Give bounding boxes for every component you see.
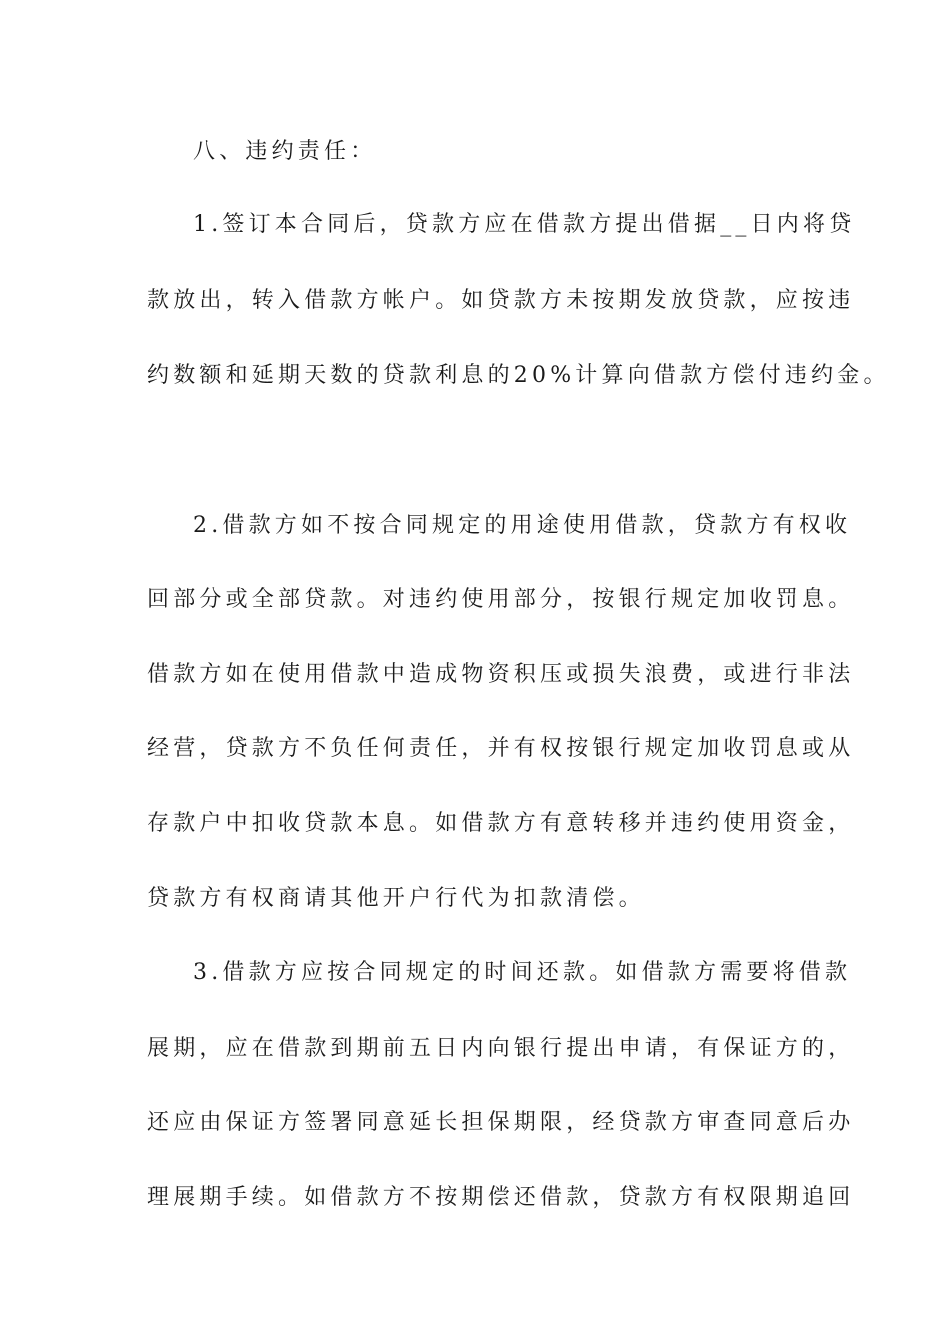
clause-2-line-2: 回部分或全部贷款。对违约使用部分，按银行规定加收罚息。 (147, 587, 855, 612)
clause-3-line-3: 还应由保证方签署同意延长担保期限，经贷款方审查同意后办 (147, 1110, 855, 1135)
section-heading: 八、违约责任： (193, 139, 377, 164)
clause-2-line-3: 借款方如在使用借款中造成物资积压或损失浪费，或进行非法 (147, 662, 855, 687)
clause-1-line-3: 约数额和延期天数的贷款利息的20%计算向借款方偿付违约金。 (147, 363, 890, 388)
clause-1-line-2: 款放出，转入借款方帐户。如贷款方未按期发放贷款，应按违 (147, 288, 855, 313)
clause-2-line-5: 存款户中扣收贷款本息。如借款方有意转移并违约使用资金， (147, 811, 855, 836)
clause-3-line-1: 3.借款方应按合同规定的时间还款。如借款方需要将借款 (193, 960, 852, 985)
clause-1-line-1: 1.签订本合同后，贷款方应在借款方提出借据__日内将贷 (193, 212, 856, 237)
clause-3-line-4: 理展期手续。如借款方不按期偿还借款，贷款方有权限期追回 (147, 1185, 855, 1210)
clause-2-line-1: 2.借款方如不按合同规定的用途使用借款，贷款方有权收 (193, 513, 852, 538)
clause-2-line-6: 贷款方有权商请其他开户行代为扣款清偿。 (147, 886, 645, 911)
clause-3-line-2: 展期，应在借款到期前五日内向银行提出申请，有保证方的， (147, 1036, 855, 1061)
clause-2-line-4: 经营，贷款方不负任何责任，并有权按银行规定加收罚息或从 (147, 736, 855, 761)
